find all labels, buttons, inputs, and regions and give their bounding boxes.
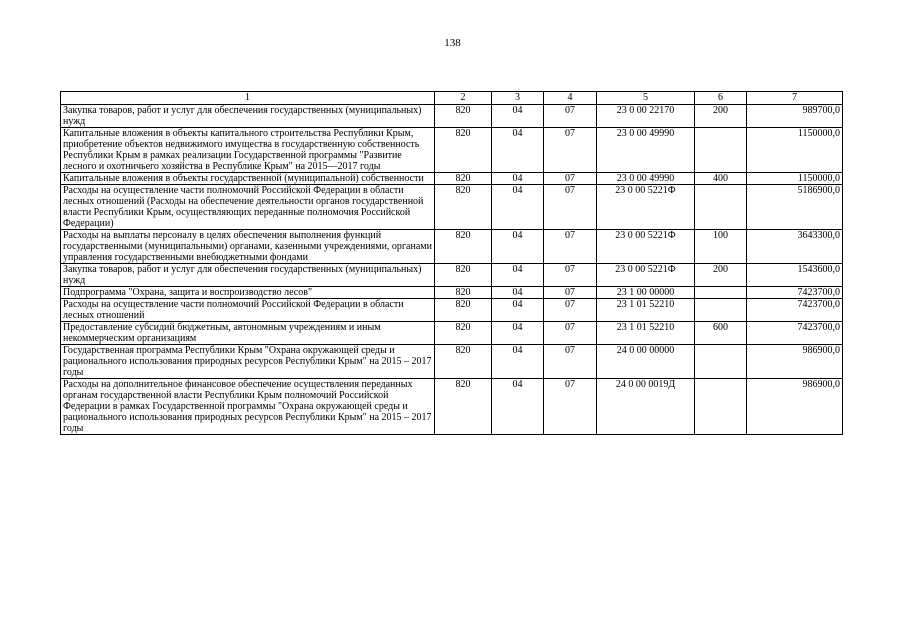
target-code-cell: 23 0 00 5221Ф (597, 230, 695, 264)
item-name-cell: Расходы на дополнительное финансовое обеспечение осуществления переданных органам государственной власти Республики Крым полномочий Российской Федерации в рамках Государственной программы "Охрана окружающей среды и рационального использования природных ресурсов Республики Крым" на 2015 – 2017 годы (61, 379, 435, 435)
header-cell: 2 (435, 92, 492, 105)
target-code-cell: 24 0 00 0019Д (597, 379, 695, 435)
subsection-code-cell: 07 (544, 185, 597, 230)
subsection-code-cell: 07 (544, 264, 597, 287)
subsection-code-cell: 07 (544, 299, 597, 322)
item-name-cell: Расходы на осуществление части полномочий Российской Федерации в области лесных отношений (61, 299, 435, 322)
table-row (61, 173, 843, 185)
subsection-code-cell: 07 (544, 379, 597, 435)
target-code-cell: 23 0 00 49990 (597, 128, 695, 173)
header-cell: 1 (61, 92, 435, 105)
ministry-code-cell: 820 (435, 264, 492, 287)
amount-cell: 7423700,0 (747, 287, 843, 299)
expense-type-cell: 600 (695, 322, 747, 345)
expense-type-cell (695, 379, 747, 435)
section-code-cell: 04 (492, 287, 544, 299)
expense-type-cell (695, 287, 747, 299)
subsection-code-cell: 07 (544, 105, 597, 128)
amount-cell: 7423700,0 (747, 322, 843, 345)
subsection-code-cell: 07 (544, 230, 597, 264)
table-row (61, 299, 843, 322)
amount-cell: 1543600,0 (747, 264, 843, 287)
item-name-cell: Подпрограмма "Охрана, защита и воспроизводство лесов" (61, 287, 435, 299)
section-code-cell: 04 (492, 345, 544, 379)
amount-cell: 989700,0 (747, 105, 843, 128)
ministry-code-cell: 820 (435, 230, 492, 264)
section-code-cell: 04 (492, 185, 544, 230)
ministry-code-cell: 820 (435, 105, 492, 128)
table-row (61, 230, 843, 264)
ministry-code-cell: 820 (435, 128, 492, 173)
amount-cell: 1150000,0 (747, 173, 843, 185)
item-name-cell: Капитальные вложения в объекты капитального строительства Республики Крым, приобретение объектов недвижимого имущества в государственную собственность Республики Крым в рамках реализации Государственной программы "Развитие лесного и охотничьего хозяйства в Республике Крым" на 2015—2017 годы (61, 128, 435, 173)
expense-type-cell (695, 185, 747, 230)
table-row (61, 322, 843, 345)
subsection-code-cell: 07 (544, 322, 597, 345)
subsection-code-cell: 07 (544, 287, 597, 299)
expense-type-cell: 100 (695, 230, 747, 264)
item-name-cell: Расходы на осуществление части полномочий Российской Федерации в области лесных отношений (Расходы на обеспечение деятельности органов государственной власти Республики Крым, осуществляющих переданные полномочия Российской Федерации) (61, 185, 435, 230)
ministry-code-cell: 820 (435, 287, 492, 299)
ministry-code-cell: 820 (435, 379, 492, 435)
section-code-cell: 04 (492, 128, 544, 173)
amount-cell: 3643300,0 (747, 230, 843, 264)
section-code-cell: 04 (492, 173, 544, 185)
ministry-code-cell: 820 (435, 185, 492, 230)
item-name-cell: Предоставление субсидий бюджетным, автономным учреждениям и иным некоммерческим организациям (61, 322, 435, 345)
table-row (61, 105, 843, 128)
ministry-code-cell: 820 (435, 173, 492, 185)
table-header-row (61, 92, 843, 105)
item-name-cell: Закупка товаров, работ и услуг для обеспечения государственных (муниципальных) нужд (61, 264, 435, 287)
subsection-code-cell: 07 (544, 345, 597, 379)
table-row (61, 185, 843, 230)
section-code-cell: 04 (492, 299, 544, 322)
table-row (61, 264, 843, 287)
target-code-cell: 23 0 00 5221Ф (597, 185, 695, 230)
table-row (61, 287, 843, 299)
target-code-cell: 24 0 00 00000 (597, 345, 695, 379)
section-code-cell: 04 (492, 105, 544, 128)
section-code-cell: 04 (492, 379, 544, 435)
budget-table (60, 91, 843, 435)
amount-cell: 986900,0 (747, 345, 843, 379)
section-code-cell: 04 (492, 322, 544, 345)
table-row (61, 379, 843, 435)
target-code-cell: 23 0 00 22170 (597, 105, 695, 128)
amount-cell: 7423700,0 (747, 299, 843, 322)
item-name-cell: Капитальные вложения в объекты государственной (муниципальной) собственности (61, 173, 435, 185)
expense-type-cell (695, 128, 747, 173)
section-code-cell: 04 (492, 230, 544, 264)
target-code-cell: 23 1 01 52210 (597, 299, 695, 322)
page-number: 138 (444, 37, 461, 49)
expense-type-cell (695, 299, 747, 322)
target-code-cell: 23 0 00 5221Ф (597, 264, 695, 287)
table-row (61, 345, 843, 379)
section-code-cell: 04 (492, 264, 544, 287)
expense-type-cell: 200 (695, 264, 747, 287)
subsection-code-cell: 07 (544, 128, 597, 173)
target-code-cell: 23 0 00 49990 (597, 173, 695, 185)
amount-cell: 986900,0 (747, 379, 843, 435)
item-name-cell: Государственная программа Республики Крым "Охрана окружающей среды и рационального использования природных ресурсов Республики Крым" на 2015 – 2017 годы (61, 345, 435, 379)
target-code-cell: 23 1 01 52210 (597, 322, 695, 345)
item-name-cell: Расходы на выплаты персоналу в целях обеспечения выполнения функций государственными (муниципальными) органами, казенными учреждениями, органами управления государственными внебюджетными фондами (61, 230, 435, 264)
item-name-cell: Закупка товаров, работ и услуг для обеспечения государственных (муниципальных) нужд (61, 105, 435, 128)
header-cell: 4 (544, 92, 597, 105)
expense-type-cell: 200 (695, 105, 747, 128)
ministry-code-cell: 820 (435, 299, 492, 322)
target-code-cell: 23 1 00 00000 (597, 287, 695, 299)
amount-cell: 1150000,0 (747, 128, 843, 173)
header-cell: 5 (597, 92, 695, 105)
table-row (61, 128, 843, 173)
expense-type-cell (695, 345, 747, 379)
header-cell: 6 (695, 92, 747, 105)
expense-type-cell: 400 (695, 173, 747, 185)
subsection-code-cell: 07 (544, 173, 597, 185)
ministry-code-cell: 820 (435, 345, 492, 379)
header-cell: 3 (492, 92, 544, 105)
amount-cell: 5186900,0 (747, 185, 843, 230)
ministry-code-cell: 820 (435, 322, 492, 345)
header-cell: 7 (747, 92, 843, 105)
